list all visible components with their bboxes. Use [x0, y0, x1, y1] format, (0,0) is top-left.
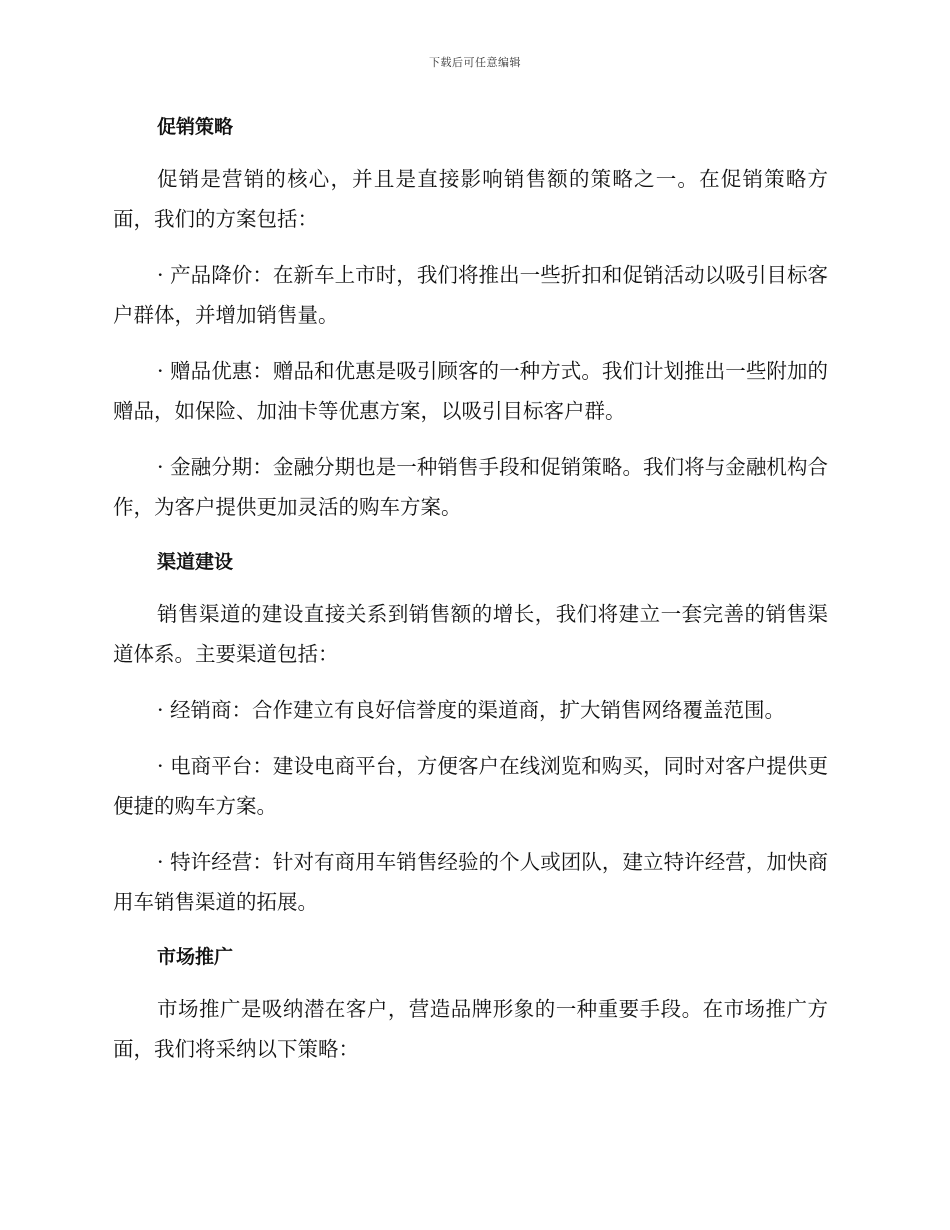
bullet-paragraph: · 产品降价：在新车上市时，我们将推出一些折扣和促销活动以吸引目标客户群体，并增加销售量。: [113, 263, 828, 327]
bullet-paragraph: · 经销商：合作建立有良好信誉度的渠道商，扩大销售网络覆盖范围。: [157, 698, 786, 722]
section-heading: 市场推广: [157, 946, 234, 968]
section-marketing: [113, 938, 828, 1069]
section-promotion: [113, 108, 828, 543]
document-body: [113, 108, 828, 1069]
paragraph: 销售渠道的建设直接关系到销售额的增长，我们将建立一套完善的销售渠道体系。主要渠道包括：: [113, 602, 828, 666]
page-header-note: 下载后可任意编辑: [429, 56, 521, 69]
bullet-paragraph: · 金融分期：金融分期也是一种销售手段和促销策略。我们将与金融机构合作，为客户提供更加灵活的购车方案。: [113, 455, 828, 519]
section-heading: 渠道建设: [157, 551, 234, 573]
paragraph: 市场推广是吸纳潜在客户，营造品牌形象的一种重要手段。在市场推广方面，我们将采纳以下策略：: [113, 997, 828, 1061]
bullet-paragraph: · 特许经营：针对有商用车销售经验的个人或团队，建立特许经营，加快商用车销售渠道的拓展。: [113, 850, 828, 914]
bullet-paragraph: · 电商平台：建设电商平台，方便客户在线浏览和购买，同时对客户提供更便捷的购车方案。: [113, 754, 828, 818]
bullet-paragraph: · 赠品优惠：赠品和优惠是吸引顾客的一种方式。我们计划推出一些附加的赠品，如保险、加油卡等优惠方案，以吸引目标客户群。: [113, 359, 828, 423]
section-channels: [113, 543, 828, 938]
paragraph: 促销是营销的核心，并且是直接影响销售额的策略之一。在促销策略方面，我们的方案包括：: [113, 167, 828, 231]
section-heading: 促销策略: [157, 116, 234, 138]
